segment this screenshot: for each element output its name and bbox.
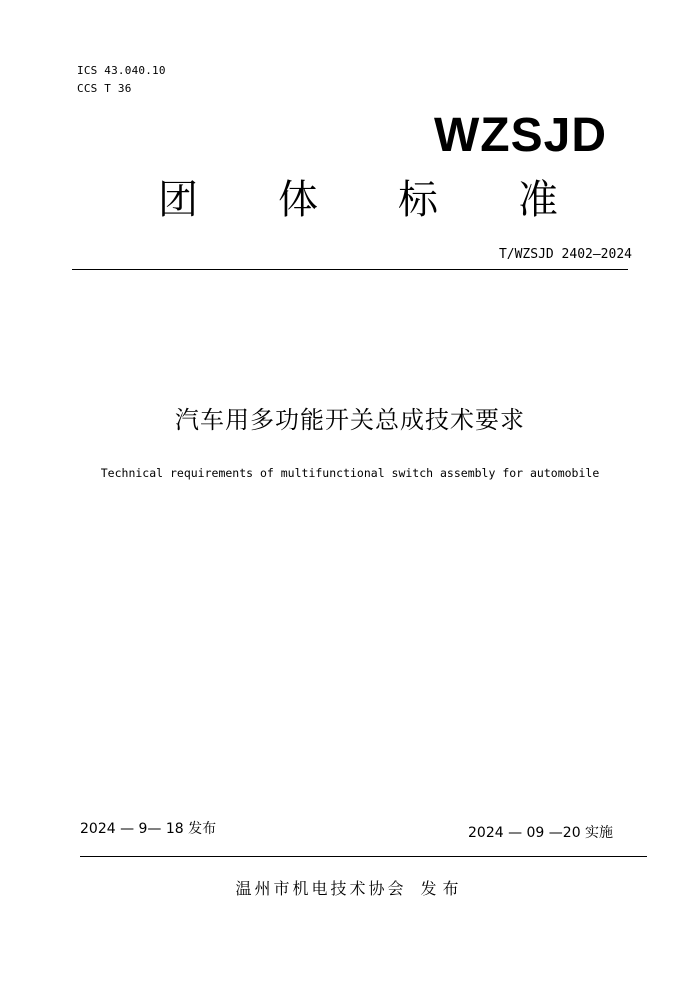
ccs-code: CCS T 36 bbox=[77, 82, 132, 95]
footer-divider bbox=[80, 856, 647, 857]
standard-type-char: 体 bbox=[278, 177, 318, 223]
document-title-chinese: 汽车用多功能开关总成技术要求 bbox=[175, 406, 525, 434]
standard-type-char: 准 bbox=[518, 177, 558, 223]
standard-type-char: 标 bbox=[398, 177, 438, 223]
standard-number: T/WZSJD 2402—2024 bbox=[498, 247, 632, 262]
publisher-name: 温州市机电技术协会 bbox=[235, 879, 407, 898]
document-title-english: Technical requirements of multifunctional switch assembly for automobile bbox=[100, 466, 600, 480]
implementation-date: 2024 — 09 —20 实施 bbox=[468, 825, 614, 841]
publish-label: 发布 bbox=[420, 879, 465, 898]
header-divider bbox=[72, 269, 628, 270]
organization-code: WZSJD bbox=[434, 109, 607, 162]
issue-date: 2024 — 9— 18 发布 bbox=[80, 821, 217, 837]
publisher-line bbox=[0, 876, 700, 899]
ics-code: ICS 43.040.10 bbox=[77, 64, 166, 77]
standard-type-char: 团 bbox=[158, 177, 198, 223]
